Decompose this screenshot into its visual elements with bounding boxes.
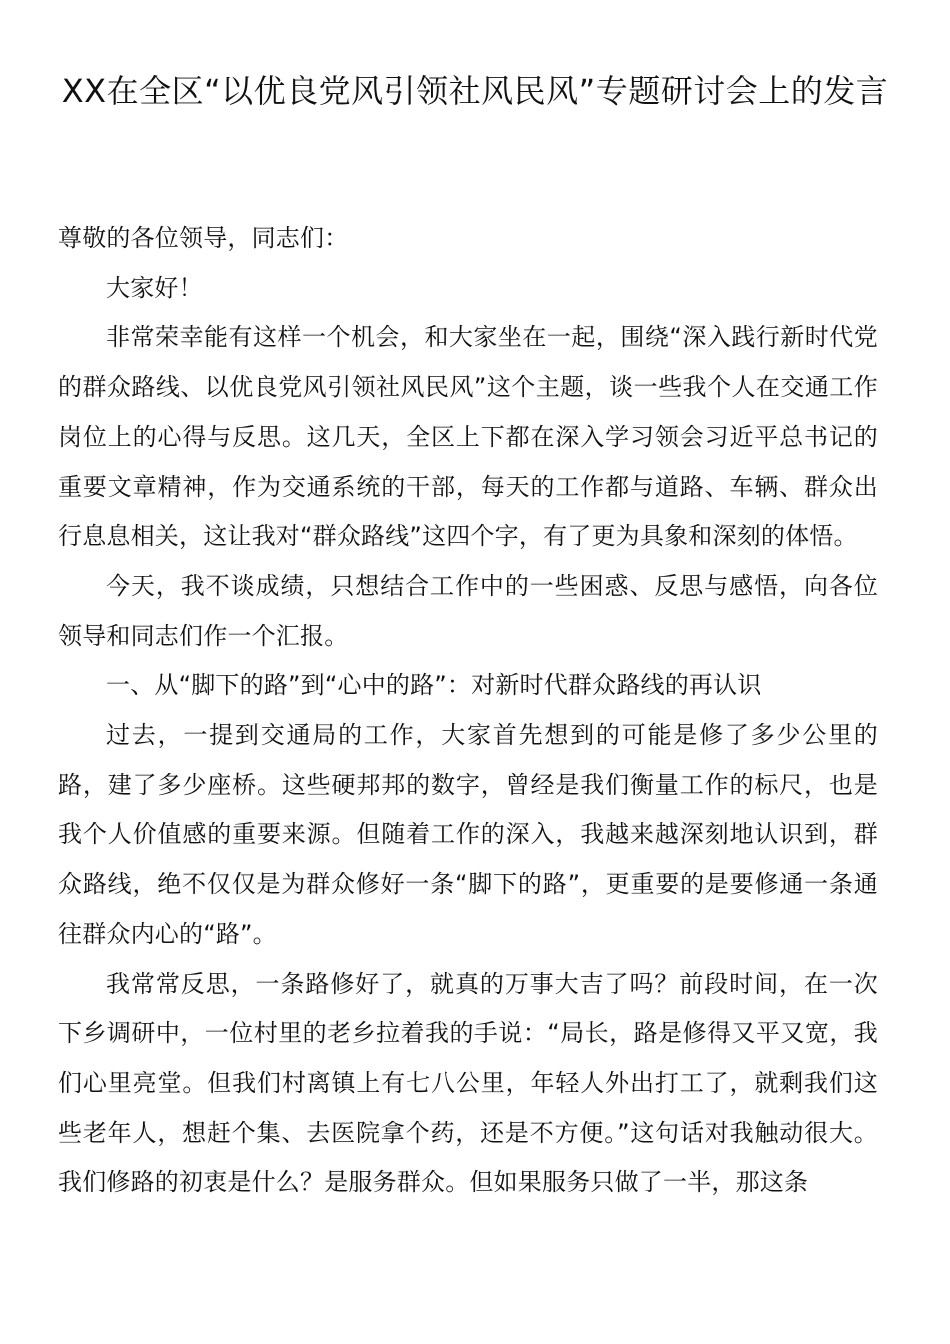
section-heading: 一、从“脚下的路”到“心中的路”：对新时代群众路线的再认识 [106, 671, 762, 700]
document-body [58, 214, 878, 1208]
paragraph: 非常荣幸能有这样一个机会，和大家坐在一起，围绕“深入践行新时代党的群众路线、以优良党风引领社风民风”这个主题，谈一些我个人在交通工作岗位上的心得与反思。这几天，全区上下都在深入学习领会习近平总书记的重要文章精神，作为交通系统的干部，每天的工作都与道路、车辆、群众出行息息相关，这让我对“群众路线”这四个字，有了更为具象和深刻的体悟。 [58, 323, 878, 551]
paragraph: 我常常反思，一条路修好了，就真的万事大吉了吗？前段时间，在一次下乡调研中，一位村里的老乡拉着我的手说：“局长，路是修得又平又宽，我们心里亮堂。但我们村离镇上有七八公里，年轻人外出打工了，就剩我们这些老年人，想赶个集、去医院拿个药，还是不方便。”这句话对我触动很大。我们修路的初衷是什么？是服务群众。但如果服务只做了一半，那这条 [58, 969, 878, 1197]
paragraph: 过去，一提到交通局的工作，大家首先想到的可能是修了多少公里的路，建了多少座桥。这些硬邦邦的数字，曾经是我们衡量工作的标尺，也是我个人价值感的重要来源。但随着工作的深入，我越来越深刻地认识到，群众路线，绝不仅仅是为群众修好一条“脚下的路”，更重要的是要修通一条通往群众内心的“路”。 [58, 721, 878, 948]
salutation: 尊敬的各位领导，同志们： [58, 224, 349, 252]
paragraph: 今天，我不谈成绩，只想结合工作中的一些困惑、反思与感悟，向各位领导和同志们作一个汇报。 [58, 571, 878, 650]
greeting: 大家好！ [106, 273, 203, 302]
document-title: XX在全区“以优良党风引领社风民风”专题研讨会上的发言 [61, 72, 889, 110]
